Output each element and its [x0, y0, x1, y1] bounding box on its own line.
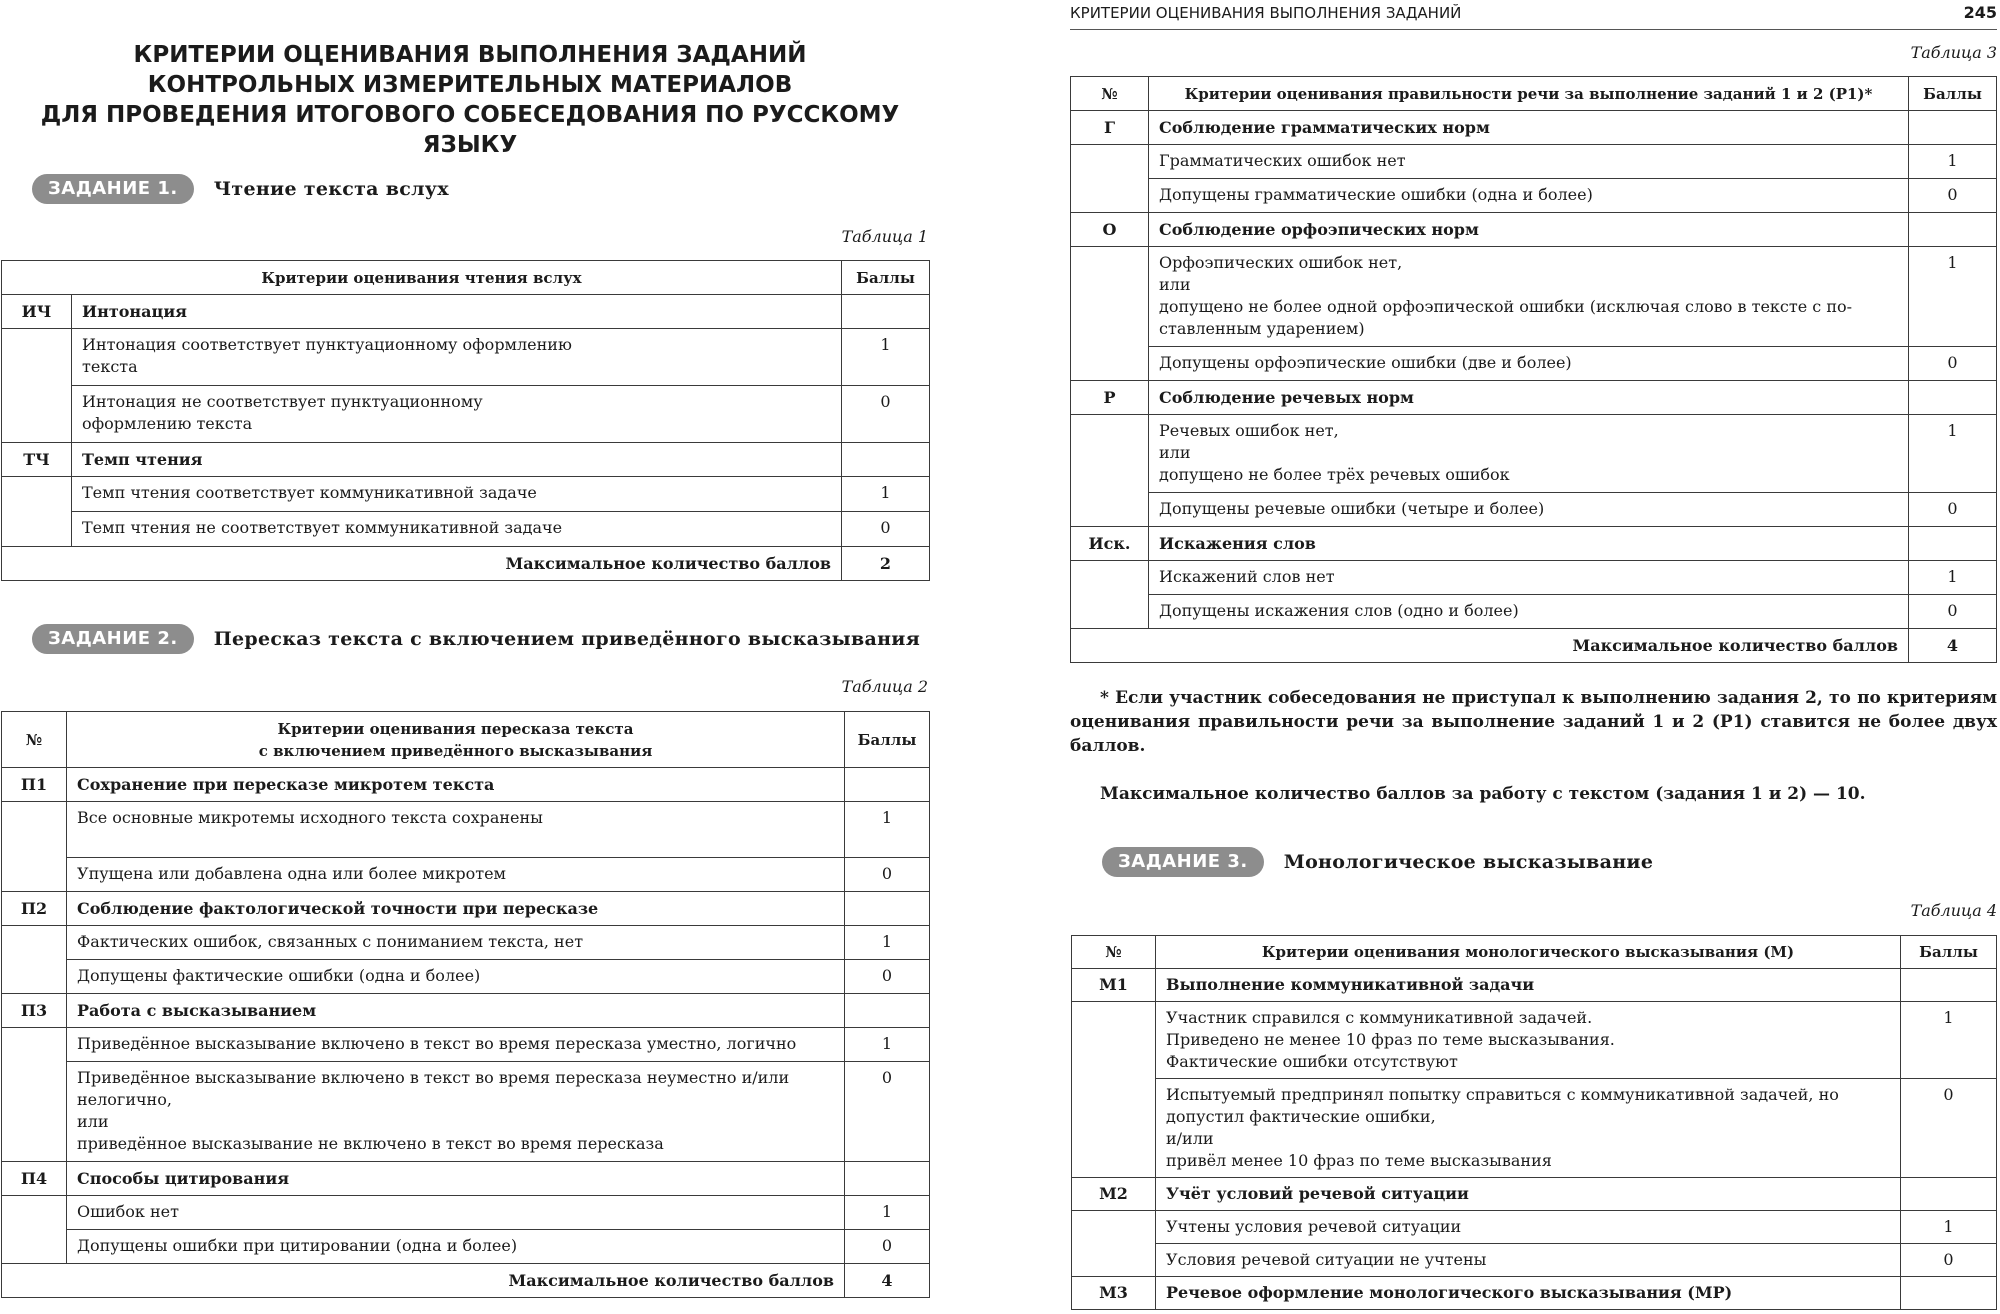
- section-row: [1071, 381, 1997, 415]
- section-title: Соблюдение речевых норм: [1149, 381, 1909, 415]
- main-title-line: КОНТРОЛЬНЫХ ИЗМЕРИТЕЛЬНЫХ МАТЕРИАЛОВ: [147, 72, 793, 98]
- criterion-row: [1071, 561, 1997, 595]
- max-score-row: [1071, 629, 1997, 663]
- section-score-empty: [845, 768, 930, 802]
- criterion-text: [67, 858, 845, 892]
- task-1-heading: [32, 174, 449, 204]
- criterion-score: 0: [845, 1230, 930, 1264]
- criterion-text: [67, 1196, 845, 1230]
- criterion-line: привёл менее 10 фраз по теме высказывания: [1166, 1151, 1552, 1170]
- criterion-text: [1149, 561, 1909, 595]
- section-row: [2, 768, 930, 802]
- table-1: [1, 260, 930, 581]
- criterion-score: 0: [1901, 1244, 1997, 1277]
- footnote: * Если участник собеседования не приступал к выполнению задания 2, то по критериям оценивания правильности речи за выполнение заданий 1 и 2 (Р1) ставится не более двух баллов.: [1070, 688, 1997, 756]
- section-score-empty: [842, 295, 930, 329]
- criterion-line: Интонация соответствует пунктуационному оформлению: [82, 335, 572, 354]
- criterion-text: [67, 1230, 845, 1264]
- section-score-empty: [1901, 969, 1997, 1002]
- criterion-line: Условия речевой ситуации не учтены: [1166, 1250, 1487, 1269]
- criterion-score: 0: [845, 858, 930, 892]
- table-2-caption: Таблица 2: [841, 677, 928, 696]
- criterion-text: [1149, 595, 1909, 629]
- task-2-heading: [32, 624, 920, 654]
- section-title: Способы цитирования: [67, 1162, 845, 1196]
- task-1-title: Чтение текста вслух: [213, 178, 449, 200]
- criterion-code-empty: [2, 926, 67, 994]
- section-code: ТЧ: [2, 443, 72, 477]
- criterion-row: [1072, 1211, 1997, 1244]
- section-score-empty: [842, 443, 930, 477]
- table-3-body: [1071, 77, 1997, 663]
- section-code: ИЧ: [2, 295, 72, 329]
- criterion-score: 1: [1909, 247, 1997, 347]
- section-score-empty: [1909, 527, 1997, 561]
- header-number: №: [2, 712, 67, 768]
- section-score-empty: [1901, 1178, 1997, 1211]
- task-3-title: Монологическое высказывание: [1283, 851, 1654, 873]
- page-number: 245: [1963, 3, 1997, 22]
- main-title: [0, 40, 940, 160]
- criterion-row: [2, 858, 930, 892]
- criterion-code-empty: [2, 477, 72, 547]
- criterion-row: [1071, 145, 1997, 179]
- criterion-text: [72, 386, 842, 443]
- section-title: Работа с высказыванием: [67, 994, 845, 1028]
- criterion-text: [72, 512, 842, 547]
- criterion-text: [67, 1062, 845, 1162]
- criterion-text: [67, 960, 845, 994]
- section-score-empty: [845, 892, 930, 926]
- max-score-label: Максимальное количество баллов: [2, 547, 842, 581]
- criterion-code-empty: [2, 802, 67, 892]
- criterion-line: Искажений слов нет: [1159, 567, 1335, 586]
- section-code: О: [1071, 213, 1149, 247]
- criterion-line: нелогично,: [77, 1090, 172, 1109]
- table-2-body: [2, 712, 930, 1298]
- criterion-line: Участник справился с коммуникативной задачей.: [1166, 1008, 1593, 1027]
- criterion-line: Все основные микротемы исходного текста сохранены: [77, 808, 543, 827]
- criterion-score: 0: [1909, 347, 1997, 381]
- section-code: Иск.: [1071, 527, 1149, 561]
- section-row: [2, 994, 930, 1028]
- criterion-row: [2, 1062, 930, 1162]
- right-page: [1070, 0, 2000, 1314]
- criterion-line: допущено не более трёх речевых ошибок: [1159, 465, 1510, 484]
- criterion-line: или: [77, 1112, 109, 1131]
- criterion-text: [1149, 145, 1909, 179]
- max-total-note: Максимальное количество баллов за работу с текстом (задания 1 и 2) — 10.: [1100, 784, 1866, 804]
- table-2: [1, 711, 930, 1298]
- criterion-row: [2, 386, 930, 443]
- section-title: Интонация: [72, 295, 842, 329]
- section-score-empty: [1909, 381, 1997, 415]
- section-title: Искажения слов: [1149, 527, 1909, 561]
- criterion-score: 1: [845, 802, 930, 858]
- header-criteria: Критерии оценивания монологического высказывания (М): [1156, 936, 1901, 969]
- section-code: М1: [1072, 969, 1156, 1002]
- section-score-empty: [1909, 111, 1997, 145]
- criterion-line: Фактические ошибки отсутствуют: [1166, 1052, 1458, 1071]
- criterion-row: [2, 802, 930, 858]
- criterion-code-empty: [2, 1196, 67, 1264]
- criterion-line: допустил фактические ошибки,: [1166, 1107, 1436, 1126]
- criterion-line: Орфоэпических ошибок нет,: [1159, 253, 1403, 272]
- criterion-score: 0: [842, 386, 930, 443]
- criterion-code-empty: [1071, 415, 1149, 527]
- header-criteria: Критерии оценивания правильности речи за выполнение заданий 1 и 2 (Р1)*: [1149, 77, 1909, 111]
- section-score-empty: [1901, 1277, 1997, 1310]
- table-header-row: [2, 712, 930, 768]
- section-title: Соблюдение грамматических норм: [1149, 111, 1909, 145]
- criterion-code-empty: [2, 329, 72, 443]
- criterion-code-empty: [1071, 145, 1149, 213]
- criterion-row: [2, 926, 930, 960]
- criterion-text: [67, 802, 845, 858]
- header-number: №: [1072, 936, 1156, 969]
- max-score-label: Максимальное количество баллов: [1071, 629, 1909, 663]
- criterion-score: 1: [1909, 145, 1997, 179]
- section-row: [2, 1162, 930, 1196]
- criterion-line: Испытуемый предпринял попытку справиться с коммуникативной задачей, но: [1166, 1085, 1839, 1104]
- table-4-caption: Таблица 4: [1910, 901, 1997, 920]
- criterion-line: Допущены речевые ошибки (четыре и более): [1159, 499, 1545, 518]
- criterion-text: [1149, 347, 1909, 381]
- criterion-text: [1156, 1002, 1901, 1079]
- task-2-badge: ЗАДАНИЕ 2.: [32, 624, 194, 654]
- table-4-body: [1072, 936, 1997, 1310]
- criterion-row: [1071, 415, 1997, 493]
- main-title-line: ДЛЯ ПРОВЕДЕНИЯ ИТОГОВОГО СОБЕСЕДОВАНИЯ ПО РУССКОМУ ЯЗЫКУ: [40, 102, 900, 158]
- criterion-row: [2, 960, 930, 994]
- criterion-row: [1072, 1002, 1997, 1079]
- criterion-score: 1: [1909, 561, 1997, 595]
- criterion-row: [2, 1028, 930, 1062]
- section-row: [1072, 1178, 1997, 1211]
- criterion-line: Темп чтения не соответствует коммуникативной задаче: [82, 518, 563, 537]
- section-code: Р: [1071, 381, 1149, 415]
- criterion-line: Допущены грамматические ошибки (одна и более): [1159, 185, 1593, 204]
- criterion-code-empty: [2, 1028, 67, 1162]
- criterion-row: [1071, 247, 1997, 347]
- header-points: Баллы: [842, 261, 930, 295]
- criterion-row: [1072, 1079, 1997, 1178]
- section-code: П1: [2, 768, 67, 802]
- section-row: [2, 892, 930, 926]
- criterion-score: 0: [845, 1062, 930, 1162]
- running-head-text: КРИТЕРИИ ОЦЕНИВАНИЯ ВЫПОЛНЕНИЯ ЗАДАНИЙ: [1070, 4, 1462, 22]
- criterion-score: 0: [1901, 1079, 1997, 1178]
- table-1-body: [2, 261, 930, 581]
- criterion-line: Интонация не соответствует пунктуационному: [82, 392, 483, 411]
- criterion-score: 1: [845, 1196, 930, 1230]
- section-code: П3: [2, 994, 67, 1028]
- criterion-score: 1: [842, 329, 930, 386]
- section-row: [2, 295, 930, 329]
- criterion-line: оформлению текста: [82, 414, 253, 433]
- section-title: Выполнение коммуникативной задачи: [1156, 969, 1901, 1002]
- criterion-score: 1: [1901, 1211, 1997, 1244]
- section-code: Г: [1071, 111, 1149, 145]
- criterion-text: [1149, 415, 1909, 493]
- max-score-value: 2: [842, 547, 930, 581]
- section-row: [1071, 111, 1997, 145]
- criterion-line: Допущены искажения слов (одно и более): [1159, 601, 1519, 620]
- section-title: Соблюдение фактологической точности при пересказе: [67, 892, 845, 926]
- criterion-row: [1071, 179, 1997, 213]
- max-score-value: 4: [1909, 629, 1997, 663]
- table-header-row: [1071, 77, 1997, 111]
- left-page: [0, 0, 940, 1314]
- table-header-row: [2, 261, 930, 295]
- table-1-caption: Таблица 1: [841, 227, 928, 246]
- header-criteria: Критерии оценивания чтения вслух: [2, 261, 842, 295]
- criterion-text: [67, 926, 845, 960]
- table-3: [1070, 76, 1997, 663]
- criterion-score: 0: [842, 512, 930, 547]
- criterion-row: [2, 477, 930, 512]
- header-criteria: [67, 712, 845, 768]
- criterion-line: приведённое высказывание не включено в текст во время пересказа: [77, 1134, 664, 1153]
- criterion-code-empty: [1072, 1002, 1156, 1178]
- criterion-row: [2, 1196, 930, 1230]
- task-1-badge: ЗАДАНИЕ 1.: [32, 174, 194, 204]
- section-title: Соблюдение орфоэпических норм: [1149, 213, 1909, 247]
- criterion-code-empty: [1071, 247, 1149, 381]
- section-row: [1072, 969, 1997, 1002]
- task-3-heading: [1102, 847, 1653, 877]
- criterion-line: или: [1159, 443, 1191, 462]
- task-2-title: Пересказ текста с включением приведённого высказывания: [213, 628, 921, 650]
- section-row: [1072, 1277, 1997, 1310]
- criterion-row: [2, 512, 930, 547]
- table-header-row: [1072, 936, 1997, 969]
- criterion-row: [1072, 1244, 1997, 1277]
- criterion-line: Учтены условия речевой ситуации: [1166, 1217, 1462, 1236]
- criterion-line: Приведённое высказывание включено в текст во время пересказа уместно, логично: [77, 1034, 797, 1053]
- criterion-text: [1149, 179, 1909, 213]
- criterion-code-empty: [1071, 561, 1149, 629]
- criterion-score: 1: [842, 477, 930, 512]
- criterion-line: Грамматических ошибок нет: [1159, 151, 1406, 170]
- criterion-row: [2, 329, 930, 386]
- criterion-line: и/или: [1166, 1129, 1214, 1148]
- main-title-line: КРИТЕРИИ ОЦЕНИВАНИЯ ВЫПОЛНЕНИЯ ЗАДАНИЙ: [133, 42, 807, 68]
- section-score-empty: [1909, 213, 1997, 247]
- section-score-empty: [845, 994, 930, 1028]
- header-number: №: [1071, 77, 1149, 111]
- criterion-text: [1156, 1079, 1901, 1178]
- max-score-row: [2, 1264, 930, 1298]
- section-code: П4: [2, 1162, 67, 1196]
- section-row: [1071, 527, 1997, 561]
- header-points: Баллы: [845, 712, 930, 768]
- criterion-line: Ошибок нет: [77, 1202, 179, 1221]
- criterion-score: 1: [845, 1028, 930, 1062]
- criterion-text: [1149, 247, 1909, 347]
- criterion-score: 0: [845, 960, 930, 994]
- section-code: М3: [1072, 1277, 1156, 1310]
- task-3-badge: ЗАДАНИЕ 3.: [1102, 847, 1264, 877]
- criterion-score: 0: [1909, 595, 1997, 629]
- section-title: Сохранение при пересказе микротем текста: [67, 768, 845, 802]
- criterion-text: [1156, 1244, 1901, 1277]
- section-title: Учёт условий речевой ситуации: [1156, 1178, 1901, 1211]
- table-3-caption: Таблица 3: [1910, 43, 1997, 62]
- criterion-line: Речевых ошибок нет,: [1159, 421, 1339, 440]
- criterion-line: допущено не более одной орфоэпической ошибки (исключая слово в тексте с по-: [1159, 297, 1853, 316]
- max-score-value: 4: [845, 1264, 930, 1298]
- criterion-line: Допущены фактические ошибки (одна и более): [77, 966, 481, 985]
- criterion-line: или: [1159, 275, 1191, 294]
- section-title: Темп чтения: [72, 443, 842, 477]
- criterion-text: [72, 477, 842, 512]
- criterion-text: [67, 1028, 845, 1062]
- criterion-score: 0: [1909, 493, 1997, 527]
- max-score-label: Максимальное количество баллов: [2, 1264, 845, 1298]
- criterion-text: [1149, 493, 1909, 527]
- criterion-text: [1156, 1211, 1901, 1244]
- section-score-empty: [845, 1162, 930, 1196]
- section-row: [2, 443, 930, 477]
- criterion-line: Темп чтения соответствует коммуникативной задаче: [82, 483, 537, 502]
- max-score-row: [2, 547, 930, 581]
- section-title: Речевое оформление монологического высказывания (МР): [1156, 1277, 1901, 1310]
- running-head: [1070, 0, 1997, 30]
- criterion-line: Приведённое высказывание включено в текст во время пересказа неуместно и/или: [77, 1068, 790, 1087]
- section-code: М2: [1072, 1178, 1156, 1211]
- criterion-row: [1071, 347, 1997, 381]
- criterion-row: [1071, 595, 1997, 629]
- header-criteria-line: Критерии оценивания пересказа текста: [277, 719, 634, 738]
- criterion-line: Фактических ошибок, связанных с пониманием текста, нет: [77, 932, 584, 951]
- criterion-score: 1: [1901, 1002, 1997, 1079]
- criterion-score: 1: [1909, 415, 1997, 493]
- criterion-score: 1: [845, 926, 930, 960]
- criterion-line: текста: [82, 357, 138, 376]
- header-criteria-line: с включением приведённого высказывания: [258, 741, 653, 760]
- header-points: Баллы: [1901, 936, 1997, 969]
- section-row: [1071, 213, 1997, 247]
- criterion-text: [72, 329, 842, 386]
- criterion-line: ставленным ударением): [1159, 319, 1365, 338]
- criterion-code-empty: [1072, 1211, 1156, 1277]
- criterion-line: Приведено не менее 10 фраз по теме высказывания.: [1166, 1030, 1615, 1049]
- section-code: П2: [2, 892, 67, 926]
- criterion-row: [2, 1230, 930, 1264]
- criterion-score: 0: [1909, 179, 1997, 213]
- criterion-line: Допущены орфоэпические ошибки (две и более): [1159, 353, 1572, 372]
- criterion-line: Допущены ошибки при цитировании (одна и более): [77, 1236, 518, 1255]
- criterion-row: [1071, 493, 1997, 527]
- header-points: Баллы: [1909, 77, 1997, 111]
- table-4: [1071, 935, 1997, 1310]
- criterion-line: Упущена или добавлена одна или более микротем: [77, 864, 506, 883]
